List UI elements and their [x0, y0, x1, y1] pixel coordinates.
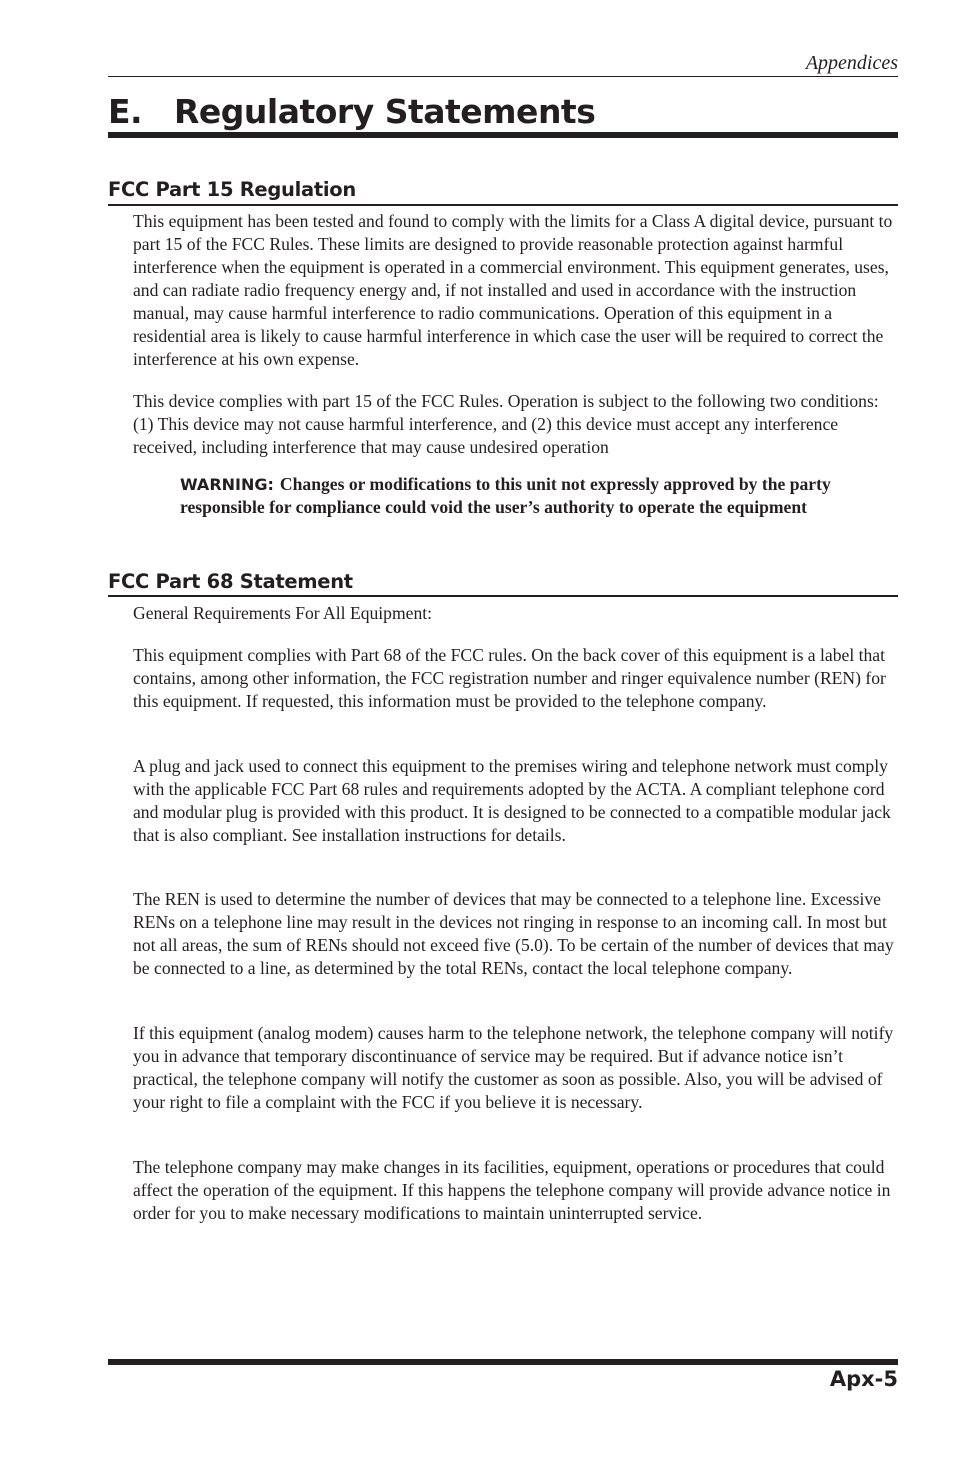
paragraph-part68-label: This equipment complies with Part 68 of the FCC rules. On the back cover of this equipment is a label that contains, among other information, the FCC registration number and ringer equivalence number (REN) for this equipment. If requested, this information must be provided to the telephone company. — [133, 645, 886, 711]
section-rule-fcc-part-68 — [108, 595, 898, 597]
chapter-title-rule — [108, 132, 898, 138]
page-number: Apx-5 — [829, 1367, 898, 1391]
chapter-title — [108, 92, 898, 132]
header-rule — [108, 76, 898, 77]
running-head: Appendices — [805, 52, 898, 74]
warning-notice — [180, 473, 880, 519]
chapter-number: E. — [108, 92, 143, 131]
warning-text: Changes or modifications to this unit not expressly approved by the party responsible for compliance could void the user’s authority to operate the equipment — [180, 474, 831, 517]
paragraph-plug-and-jack: A plug and jack used to connect this equipment to the premises wiring and telephone network must comply with the applicable FCC Part 68 rules and requirements adopted by the ACTA. A compliant telephone cord and modular plug is provided with this product. It is designed to be connected to a compatible modular jack that is also compliant. See installation instructions for details. — [133, 756, 891, 845]
paragraph-ren: The REN is used to determine the number of devices that may be connected to a telephone line. Excessive RENs on a telephone line may result in the devices not ringing in response to an incoming call. In most but not all areas, the sum of RENs should not exceed five (5.0). To be certain of the number of devices that may be connected to a line, as determined by the total RENs, contact the local telephone company. — [133, 889, 894, 978]
chapter-title-text: Regulatory Statements — [174, 92, 596, 131]
section-heading-fcc-part-15: FCC Part 15 Regulation — [108, 178, 356, 201]
warning-label: WARNING: — [180, 475, 274, 494]
section-rule-fcc-part-15 — [108, 204, 898, 206]
footer-rule — [108, 1359, 898, 1365]
paragraph-part15-limits: This equipment has been tested and found to comply with the limits for a Class A digital device, pursuant to part 15 of the FCC Rules. These limits are designed to provide reasonable protection against harmful interference when the equipment is operated in a commercial environment. This equipment generates, uses, and can radiate radio frequency energy and, if not installed and used in accordance with the instruction manual, may cause harmful interference to radio communications. Operation of this equipment in a residential area is likely to cause harmful interference in which case the user will be required to correct the interference at his own expense. — [133, 211, 893, 369]
paragraph-network-harm: If this equipment (analog modem) causes harm to the telephone network, the telephone company will notify you in advance that temporary discontinuance of service may be required. But if advance notice isn’t practical, the telephone company will notify the customer as soon as possible. Also, you will be advised of your right to file a complaint with the FCC if you believe it is necessary. — [133, 1023, 894, 1112]
manual-page — [108, 0, 898, 1475]
paragraph-part15-conditions: This device complies with part 15 of the FCC Rules. Operation is subject to the following two conditions: (1) This device may not cause harmful interference, and (2) this device must accept any interference received, including interference that may cause undesired operation — [133, 391, 879, 457]
paragraph-general-requirements: General Requirements For All Equipment: — [133, 603, 433, 623]
paragraph-telco-changes: The telephone company may make changes in its facilities, equipment, operations or procedures that could affect the operation of the equipment. If this happens the telephone company will provide advance notice in order for you to make necessary modifications to maintain uninterrupted service. — [133, 1157, 891, 1223]
section-heading-fcc-part-68: FCC Part 68 Statement — [108, 570, 353, 593]
